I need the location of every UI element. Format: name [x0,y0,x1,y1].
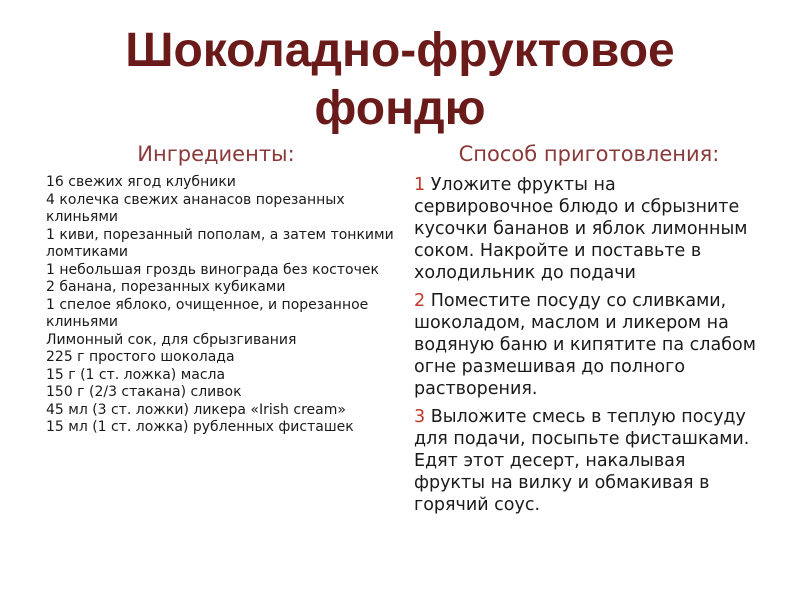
method-column [414,140,760,522]
ingredient-item: 15 г (1 ст. ложка) масла [46,366,226,383]
method-step [414,174,760,284]
ingredient-item: 150 г (2/3 стакана) сливок [46,384,242,400]
ingredient-item: 1 спелое яблоко, очищенное, и порезанное клиньями [46,296,369,330]
step-number: 1 [414,175,426,195]
method-steps [414,174,760,516]
step-text: Поместите посуду со сливками, шоколадом, маслом и ликером на водяную баню и кипятите па слабом огне размешивая до полного растворения. [414,291,756,399]
ingredient-item: 225 г простого шоколада [46,349,235,365]
ingredient-item: 16 свежих ягод клубники [46,174,236,190]
step-number: 2 [414,291,426,311]
ingredient-item: 2 банана, порезанных кубиками [46,279,286,295]
slide-title [0,22,800,138]
step-number: 3 [414,407,426,427]
ingredients-list [46,174,396,437]
method-heading: Способ приготовления: [458,142,720,166]
method-step [414,406,760,516]
step-text: Уложите фрукты на сервировочное блюдо и сбрызните кусочки бананов и яблок лимонным соком. Накройте и поставьте в холодильник до подачи [414,175,748,283]
ingredients-heading: Ингредиенты: [137,142,295,166]
slide-title-line-1: Шоколадно-фруктовое [125,24,675,77]
ingredient-item: 4 колечка свежих ананасов порезанных клиньями [46,191,345,225]
ingredient-item: 45 мл (3 ст. ложки) ликера «Irish cream» [46,401,346,418]
ingredient-item: 1 небольшая гроздь винограда без косточек [46,261,379,278]
method-step [414,290,760,400]
ingredient-item: 15 мл (1 ст. ложка) рубленных фисташек [46,419,354,435]
step-text: Выложите смесь в теплую посуду для подачи, посыпьте фисташками. Едят этот десерт, накалывая фрукты на вилку и обмакивая в горячий соус. [414,407,750,515]
ingredients-column [46,140,396,437]
slide-title-line-2: фондю [314,82,486,135]
ingredient-item: Лимонный сок, для сбрызгивания [46,331,297,348]
ingredient-item: 1 киви, порезанный пополам, а затем тонкими ломтиками [46,226,394,260]
